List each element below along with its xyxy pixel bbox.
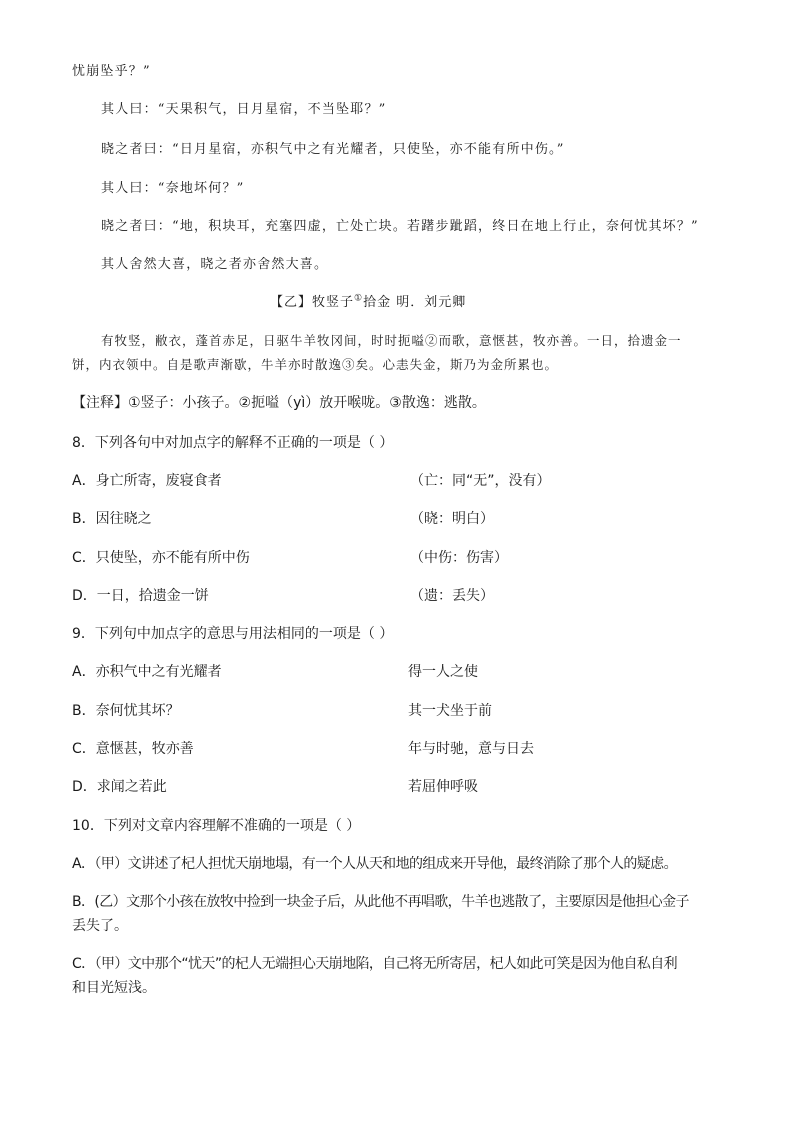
q10-option-c-line-1: C．（甲）文中那个“忧天”的杞人无端担心天崩地陷，自己将无所寄居，杞人如此可笑是因为他自私自利 — [72, 956, 678, 972]
passage-yi-line-1: 有牧竖，敝衣，蓬首赤足，日驱牛羊牧冈间，时时扼嗌②而歌，意惬甚，牧亦善。一日，拾遗金一 — [101, 333, 682, 348]
q10-stem: 10．下列对文章内容理解不准确的一项是（ ） — [72, 818, 361, 834]
q9-option-c: C．意惬甚，牧亦善 — [72, 741, 194, 757]
q10-option-c-line-2: 和目光短浅。 — [72, 980, 156, 996]
q8-option-d-gloss: （遗：丢失） — [410, 588, 494, 604]
q8-option-b: B．因往晓之 — [72, 511, 152, 527]
q8-option-b-gloss: （晓：明白） — [410, 511, 494, 527]
passage-jia-dialogue-1: 其人曰：“天果积气，日月星宿，不当坠耶？” — [101, 102, 387, 117]
q9-option-d: D．求闻之若此 — [72, 779, 167, 795]
q10-option-b-line-2: 丢失了。 — [72, 918, 128, 934]
passage-jia-line-top: 忧崩坠乎？” — [72, 64, 151, 79]
passage-yi-title-pre: 【乙】牧竖子 — [270, 295, 355, 310]
q9-option-b: B．奈何忧其坏？ — [72, 703, 180, 719]
q8-option-a-gloss: （亡：同“无”，没有） — [410, 473, 551, 489]
passage-yi-title — [270, 293, 466, 313]
q9-option-a: A．亦积气中之有光耀者 — [72, 664, 222, 680]
q10-option-a: A．（甲）文讲述了杞人担忧天崩地塌，有一个人从天和地的组成来开导他，最终消除了那个人的疑虑。 — [72, 856, 677, 872]
q8-option-c: C．只使坠，亦不能有所中伤 — [72, 550, 250, 566]
passage-yi-line-2: 饼，内衣领中。自是歌声渐歇，牛羊亦时散逸③矣。心恚失金，斯乃为金所累也。 — [72, 357, 559, 372]
q9-option-d-pair: 若屈伸呼吸 — [408, 779, 478, 795]
annotation-notes: 【注释】①竖子：小孩子。②扼嗌（yì）放开喉咙。③散逸：逃散。 — [72, 395, 486, 411]
passage-jia-dialogue-2: 晓之者曰：“日月星宿，亦积气中之有光耀者，只使坠，亦不能有所中伤。” — [101, 142, 565, 157]
q8-stem: 8．下列各句中对加点字的解释不正确的一项是（ ） — [72, 435, 394, 451]
q9-option-b-pair: 其一犬坐于前 — [408, 703, 492, 719]
passage-jia-dialogue-5: 其人舍然大喜，晓之者亦舍然大喜。 — [101, 257, 329, 272]
passage-jia-dialogue-4: 晓之者曰：“地，积块耳，充塞四虚，亡处亡块。若躇步跐蹈，终日在地上行止，奈何忧其坏？” — [101, 219, 699, 234]
q9-option-c-pair: 年与时驰，意与日去 — [408, 741, 534, 757]
q9-stem: 9．下列句中加点字的意思与用法相同的一项是（ ） — [72, 626, 394, 642]
q8-option-d: D．一日，拾遗金一饼 — [72, 588, 209, 604]
q10-option-b-line-1: B．(乙）文那个小孩在放牧中捡到一块金子后，从此他不再唱歌，牛羊也逃散了，主要原因是他担心金子 — [72, 894, 689, 910]
passage-yi-title-note: ① — [354, 293, 364, 304]
passage-jia-dialogue-3: 其人曰：“奈地坏何？” — [101, 181, 245, 196]
q8-option-a: A．身亡所寄，废寝食者 — [72, 473, 222, 489]
q9-option-a-pair: 得一人之使 — [408, 664, 478, 680]
passage-yi-title-post: 拾金 明．刘元卿 — [363, 295, 467, 310]
q8-option-c-gloss: （中伤：伤害） — [410, 550, 508, 566]
